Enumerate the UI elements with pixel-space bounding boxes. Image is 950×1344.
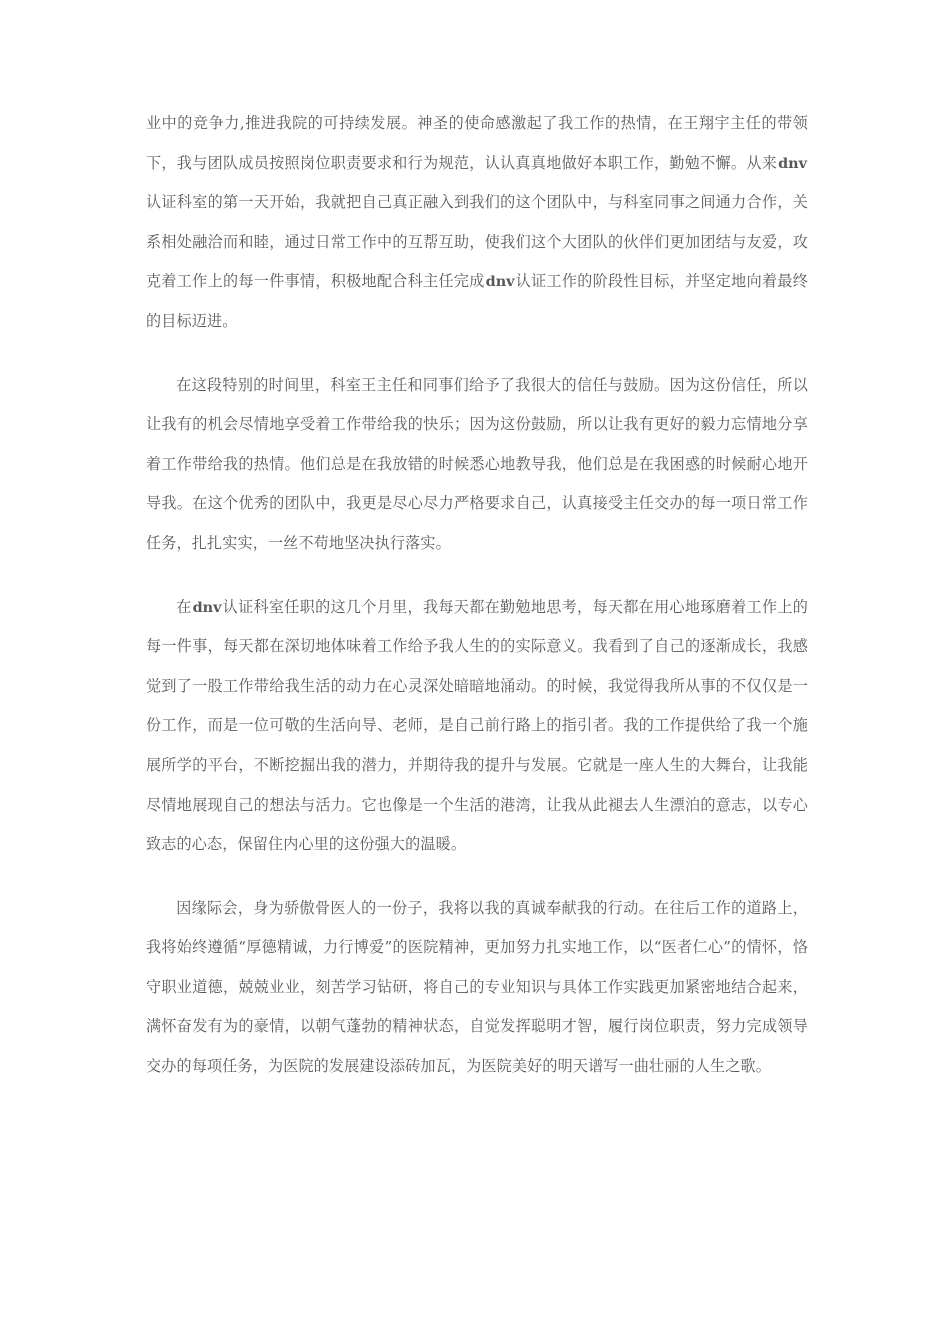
paragraph-1: 业中的竞争力,推进我院的可持续发展。神圣的使命感激起了我工作的热情，在王翔宇主任的带领下，我与团队成员按照岗位职责要求和行为规范，认认真真地做好本职工作，勤勉不懈。从来dnv认证科室的第一天开始，我就把自己真正融入到我们的这个团队中，与科室同事之间通力合作，关系相处融洽而和睦，通过日常工作中的互帮互助，使我们这个大团队的伙伴们更加团结与友爱，攻克着工作上的每一件事情，积极地配合科主任完成dnv认证工作的阶段性目标，并坚定地向着最终的目标迈进。 bbox=[146, 114, 808, 330]
paragraph-3: 在dnv认证科室任职的这几个月里，我每天都在勤勉地思考，每天都在用心地琢磨着工作上的每一件事，每天都在深切地体味着工作给予我人生的的实际意义。我看到了自己的逐渐成长，我感觉到了一股工作带给我生活的动力在心灵深处暗暗地涌动。的时候，我觉得我所从事的不仅仅是一份工作，而是一位可敬的生活向导、老师，是自己前行路上的指引者。我的工作提供给了我一个施展所学的平台，不断挖掘出我的潜力，并期待我的提升与发展。它就是一座人生的大舞台，让我能尽情地展现自己的想法与活力。它也像是一个生活的港湾，让我从此褪去人生漂泊的意志，以专心致志的心态，保留住内心里的这份强大的温暖。 bbox=[146, 597, 809, 854]
latin-run: dnv bbox=[778, 154, 807, 172]
paragraph-2: 在这段特别的时间里，科室王主任和同事们给予了我很大的信任与鼓励。因为这份信任，所以让我有的机会尽情地享受着工作带给我的快乐；因为这份鼓励，所以让我有更好的毅力忘情地分享着工作带给我的热情。他们总是在我放错的时候悉心地教导我，他们总是在我困惑的时候耐心地开导我。在这个优秀的团队中，我更是尽心尽力严格要求自己，认真接受主任交办的每一项日常工作任务，扎扎实实，一丝不苟地坚决执行落实。 bbox=[146, 375, 808, 552]
document-text-column bbox=[146, 104, 808, 1087]
latin-run: dnv bbox=[485, 273, 515, 291]
latin-run: dnv bbox=[192, 598, 222, 616]
paragraph-4: 因缘际会，身为骄傲骨医人的一份子，我将以我的真诚奉献我的行动。在往后工作的道路上，我将始终遵循“厚德精诚，力行博爱”的医院精神，更加努力扎实地工作，以“医者仁心”的情怀，恪守职业道德，兢兢业业，刻苦学习钻研，将自己的专业知识与具体工作实践更加紧密地结合起来，满怀奋发有为的豪情，以朝气蓬勃的精神状态，自觉发挥聪明才智，履行岗位职责，努力完成领导交办的每项任务，为医院的发展建设添砖加瓦，为医院美好的明天谱写一曲壮丽的人生之歌。 bbox=[146, 898, 808, 1076]
